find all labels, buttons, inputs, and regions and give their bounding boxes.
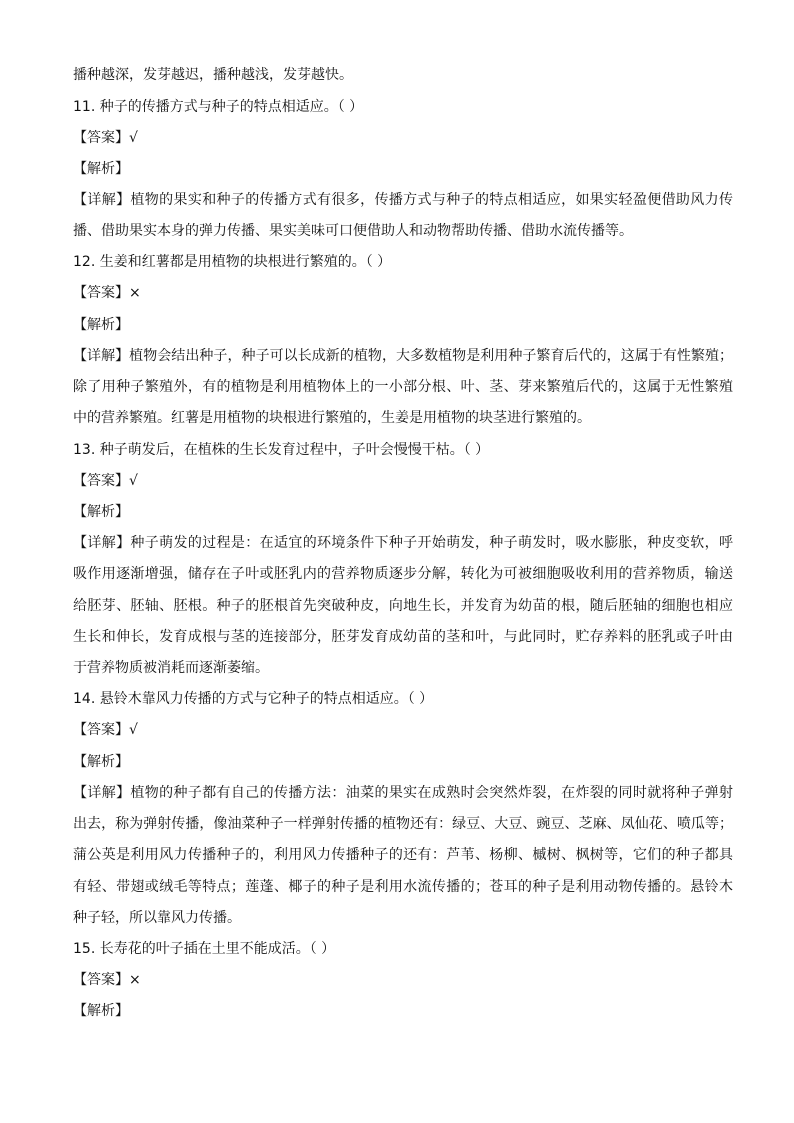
answer-label: 【答案】× [73, 972, 141, 988]
analysis-label: 【解析】 [73, 317, 129, 333]
question-14: 14. 悬铃木靠风力传播的方式与它种子的特点相适应。（ ） [73, 691, 434, 707]
text-line: 播种越深，发芽越迟，播种越浅，发芽越快。 [73, 67, 353, 83]
detail-line: 中的营养繁殖。红薯是用植物的块根进行繁殖的，生姜是用植物的块茎进行繁殖的。 [73, 410, 591, 426]
answer-label: 【答案】√ [73, 130, 138, 146]
detail-line: 种子轻，所以靠风力传播。 [73, 910, 241, 926]
analysis-label: 【解析】 [73, 504, 129, 520]
detail-line: 【详解】种子萌发的过程是：在适宜的环境条件下种子开始萌发，种子萌发时，吸水膨胀，种皮变软，呼 [73, 535, 733, 551]
detail-line: 【详解】植物会结出种子，种子可以长成新的植物，大多数植物是利用种子繁育后代的，这属于有性繁殖； [73, 348, 733, 364]
detail-line: 出去，称为弹射传播，像油菜种子一样弹射传播的植物还有：绿豆、大豆、豌豆、芝麻、凤仙花、喷瓜等； [73, 816, 733, 832]
analysis-label: 【解析】 [73, 1003, 129, 1019]
detail-line: 除了用种子繁殖外，有的植物是利用植物体上的一小部分根、叶、茎、芽来繁殖后代的，这属于无性繁殖 [73, 379, 733, 395]
question-15: 15. 长寿花的叶子插在土里不能成活。（ ） [73, 941, 336, 957]
detail-line: 生长和伸长，发育成根与茎的连接部分，胚芽发育成幼苗的茎和叶，与此同时，贮存养料的胚乳或子叶由 [73, 629, 733, 645]
question-13: 13. 种子萌发后，在植株的生长发育过程中，子叶会慢慢干枯。（ ） [73, 442, 490, 458]
detail-line: 播、借助果实本身的弹力传播、果实美味可口便借助人和动物帮助传播、借助水流传播等。 [73, 223, 633, 239]
question-12: 12. 生姜和红薯都是用植物的块根进行繁殖的。（ ） [73, 254, 392, 270]
detail-line: 【详解】植物的果实和种子的传播方式有很多，传播方式与种子的特点相适应，如果实轻盈便借助风力传 [73, 192, 733, 208]
answer-label: 【答案】√ [73, 473, 138, 489]
analysis-label: 【解析】 [73, 161, 129, 177]
detail-line: 有轻、带翅或绒毛等特点；莲蓬、椰子的种子是利用水流传播的；苍耳的种子是利用动物传播的。悬铃木 [73, 879, 733, 895]
analysis-label: 【解析】 [73, 754, 129, 770]
detail-line: 吸作用逐渐增强，储存在子叶或胚乳内的营养物质逐步分解，转化为可被细胞吸收利用的营养物质，输送 [73, 566, 733, 582]
detail-line: 于营养物质被消耗而逐渐萎缩。 [73, 660, 269, 676]
answer-label: 【答案】× [73, 285, 141, 301]
question-11: 11. 种子的传播方式与种子的特点相适应。（ ） [73, 99, 364, 115]
answer-label: 【答案】√ [73, 722, 138, 738]
detail-line: 给胚芽、胚轴、胚根。种子的胚根首先突破种皮，向地生长，并发育为幼苗的根，随后胚轴的细胞也相应 [73, 598, 733, 614]
detail-line: 【详解】植物的种子都有自己的传播方法：油菜的果实在成熟时会突然炸裂，在炸裂的同时就将种子弹射 [73, 785, 733, 801]
detail-line: 蒲公英是利用风力传播种子的，利用风力传播种子的还有：芦苇、杨柳、槭树、枫树等，它们的种子都具 [73, 847, 733, 863]
